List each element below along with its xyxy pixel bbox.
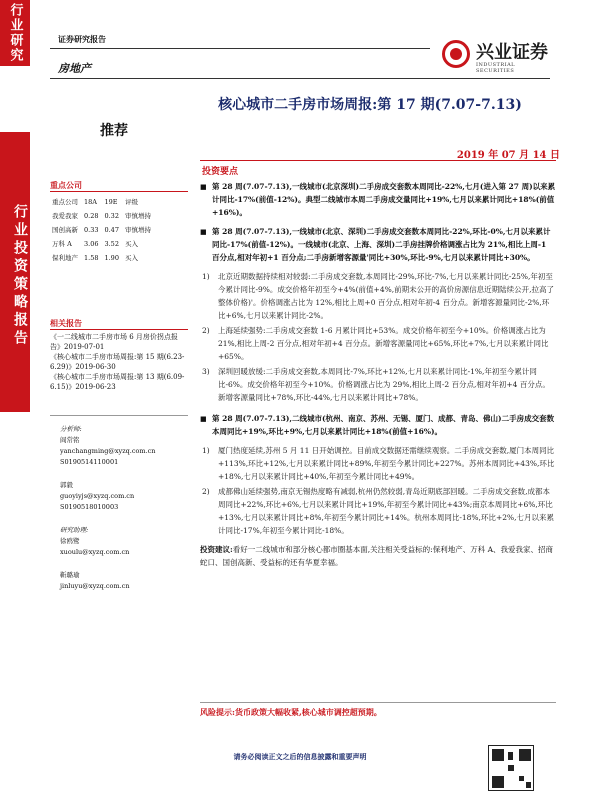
report-date: 2019 年 07 月 14 日 bbox=[456, 150, 560, 161]
key-companies-header: 重点公司 bbox=[50, 180, 82, 190]
company-logo bbox=[442, 40, 552, 74]
risk-divider bbox=[200, 702, 556, 703]
rating: 推荐 bbox=[100, 123, 128, 139]
analyst-list bbox=[60, 424, 188, 604]
analyst-email[interactable]: xuoulu@xyzq.com.cn bbox=[60, 548, 130, 556]
related-reports-list bbox=[50, 332, 188, 392]
report-label: 证券研究报告 bbox=[58, 34, 106, 44]
investment-suggestion bbox=[200, 543, 556, 569]
table-row bbox=[50, 237, 155, 251]
sub-point: 2) 成都佛山延续强势,南京无锡热度略有减弱,杭州仍然较弱,青岛近期底部回暖。二手房成交套数,成都本周同比+22%,环比+6%,七月以来累计同比+19%,年初至今累计同比+43%;南京本周同比+6%,环比+13%,七月以来累计同比+8%,年初至今累计同比+14%。杭州本周同比-18%,环比+2%,七月以来累计同比-17%,年初至今累计同比-18%。 bbox=[202, 487, 555, 535]
analyst-name: 阎常铭 bbox=[60, 436, 80, 444]
sub-point: 1) 厦门热度延续,苏州 5 月 11 日开始调控。目前成交数据还需继续观察。二手房成交套数,厦门本周同比+113%,环比+12%,七月以来累计同比+89%,年初至今累计同比+227%。苏州本周同比+43%,环比+18%,七月以来累计同比+40%,年初至今累计同比+49%。 bbox=[202, 446, 555, 481]
header-divider bbox=[50, 48, 430, 49]
analyst-name: 靳璐瑜 bbox=[60, 571, 80, 579]
date-divider bbox=[200, 160, 556, 161]
analyst-email[interactable]: guoyiyjs@xyzq.com.cn bbox=[60, 492, 135, 500]
table-cell: 19E bbox=[104, 197, 118, 206]
sidebar-category: 行业研究 bbox=[0, 0, 30, 66]
table-cell: 国创高新 bbox=[52, 226, 78, 234]
table-cell: 审慎增持 bbox=[124, 212, 151, 220]
sidebar bbox=[0, 0, 30, 800]
key-companies-divider bbox=[50, 191, 188, 192]
key-point: ■ 第 28 周(7.07-7.13),一线城市(北京、深圳)二手房成交套数本周同比-22%,环比-0%,七月以来累计同比-17%(前值-12%)。一线城市(北京、上海、深圳)二手房挂牌价格调涨占比为 21%,相比上周-1 百分点,相对年初+1 百分点;二手房新增客源量'同比+30%,环比-9%,七月以来累计同比+30%。 bbox=[200, 225, 556, 264]
logo-name-cn: 兴业证券 bbox=[476, 42, 548, 63]
table-cell: 1.58 bbox=[84, 253, 99, 262]
table-row bbox=[50, 251, 155, 265]
analyst-role: 研究助理: bbox=[60, 526, 89, 534]
main-content bbox=[200, 180, 556, 569]
analyst-card bbox=[60, 424, 188, 468]
analyst-name: 徐鸥鹭 bbox=[60, 537, 80, 545]
table-cell: 0.47 bbox=[104, 225, 119, 234]
analyst-card bbox=[60, 525, 188, 558]
table-cell: 评级 bbox=[124, 198, 138, 206]
analyst-cert: S0190514110001 bbox=[60, 458, 119, 466]
table-cell: 买入 bbox=[124, 240, 138, 248]
analyst-card bbox=[60, 480, 188, 513]
key-point: ■ 第 28 周(7.07-7.13),一线城市(北京深圳)二手房成交套数本周同比-22%,七月(进入第 27 周)以来累计同比-17%(前值-12%)。典型二线城市本周二手房成交量同比+19%,七月以来累计同比+18%(前值+16%)。 bbox=[200, 180, 556, 219]
risk-warning: 风险提示:货币政策大幅收紧,核心城市调控超预期。 bbox=[200, 707, 382, 717]
analyst-name: 郭毅 bbox=[60, 481, 73, 489]
analyst-email[interactable]: yanchangming@xyzq.com.cn bbox=[60, 447, 156, 455]
related-reports-divider bbox=[50, 329, 188, 330]
header-divider-2 bbox=[50, 78, 550, 79]
related-report-link[interactable]: 《核心城市二手房市场周报:第 15 期(6.23-6.29)》2019-06-30 bbox=[50, 353, 185, 371]
table-cell: 18A bbox=[84, 197, 97, 206]
logo-name-en: INDUSTRIAL SECURITIES bbox=[476, 62, 516, 74]
table-cell: 万科 A bbox=[52, 240, 72, 248]
table-cell: 3.06 bbox=[84, 239, 99, 248]
table-cell: 我爱我家 bbox=[52, 212, 78, 220]
table-cell: 保利地产 bbox=[52, 254, 78, 262]
sub-point: 3) 深圳回暖放缓:二手房成交套数,本周同比-7%,环比+12%,七月以来累计同比-1%,年初至今累计同比-6%。成交价格年初至今+10%。价格调涨占比为 29%,相比上周-2 百分点,相对年初+4 百分点。新增客源量同比+78%,环比-44%,七月以来累计同比+78%。 bbox=[202, 367, 550, 402]
sub-point: 2) 上海延续强势:二手房成交套数 1-6 月累计同比+53%。成交价格年初至今+10%。价格调涨占比为 21%,相比上周-2 百分点,相对年初+4 百分点。新增客源量同比+65%,环比+7%,七月以来累计同比+65%。 bbox=[202, 326, 549, 361]
key-companies-table bbox=[50, 195, 155, 265]
analyst-role: 分析师: bbox=[60, 425, 82, 433]
related-reports-header: 相关报告 bbox=[50, 318, 82, 328]
analyst-divider bbox=[50, 415, 188, 416]
table-cell: 3.52 bbox=[104, 239, 119, 248]
table-cell: 重点公司 bbox=[52, 198, 78, 206]
table-row bbox=[50, 209, 155, 223]
sub-point: 1) 北京近期数据持续相对较弱:二手房成交套数,本周同比-29%,环比-7%,七月以来累计同比-25%,年初至今累计同比-9%。成交价格年初至今+4%(前值+4%,前期未公开的高价房源信息近期陆续公开,拉高了整体价格)'。价格调涨占比为 12%,相比上周+0 百分点,相对年初-4 百分点。新增客源量同比-2%,环比+6%,七月以来累计同比-2%。 bbox=[202, 272, 554, 320]
table-header-row bbox=[50, 195, 155, 209]
analyst-email[interactable]: jinluyu@xyzq.com.cn bbox=[60, 582, 130, 590]
table-cell: 0.32 bbox=[104, 211, 119, 220]
sidebar-report-type: 行业投资策略报告 bbox=[0, 132, 30, 412]
report-title: 核心城市二手房市场周报:第 17 期(7.07-7.13) bbox=[218, 97, 522, 113]
invest-highlights-header: 投资要点 bbox=[202, 167, 239, 177]
sector-label: 房地产 bbox=[58, 62, 91, 75]
key-point: ■ 第 28 周(7.07-7.13),二线城市(杭州、南京、苏州、无锡、厦门、成都、青岛、佛山)二手房成交套数本周同比+19%,环比+9%,七月以来累计同比+18%(前值+16%)。 bbox=[200, 412, 556, 438]
footer-disclaimer: 请务必阅读正文之后的信息披露和重要声明 bbox=[233, 752, 367, 761]
suggestion-text: 看好一二线城市和部分核心都市圈基本面,关注相关受益标的:保利地产、万科 A、我爱我家、招商蛇口、国创高新、受益标的还有华夏幸福。 bbox=[200, 545, 553, 567]
table-cell: 买入 bbox=[124, 254, 138, 262]
table-cell: 0.28 bbox=[84, 211, 99, 220]
suggestion-label: 投资建议: bbox=[200, 545, 233, 554]
related-report-link[interactable]: 《核心城市二手房市场周报:第 13 期(6.09-6.15)》2019-06-23 bbox=[50, 373, 185, 391]
table-cell: 审慎增持 bbox=[124, 226, 151, 234]
table-cell: 0.33 bbox=[84, 225, 99, 234]
analyst-cert: S0190518010003 bbox=[60, 503, 119, 511]
logo-mark-icon bbox=[442, 40, 470, 68]
analyst-card bbox=[60, 570, 188, 592]
qr-code-icon bbox=[488, 745, 534, 791]
table-row bbox=[50, 223, 155, 237]
table-cell: 1.90 bbox=[104, 253, 119, 262]
related-report-link[interactable]: 《一二线城市二手房市场 6 月房价拐点报告》2019-07-01 bbox=[50, 333, 178, 351]
